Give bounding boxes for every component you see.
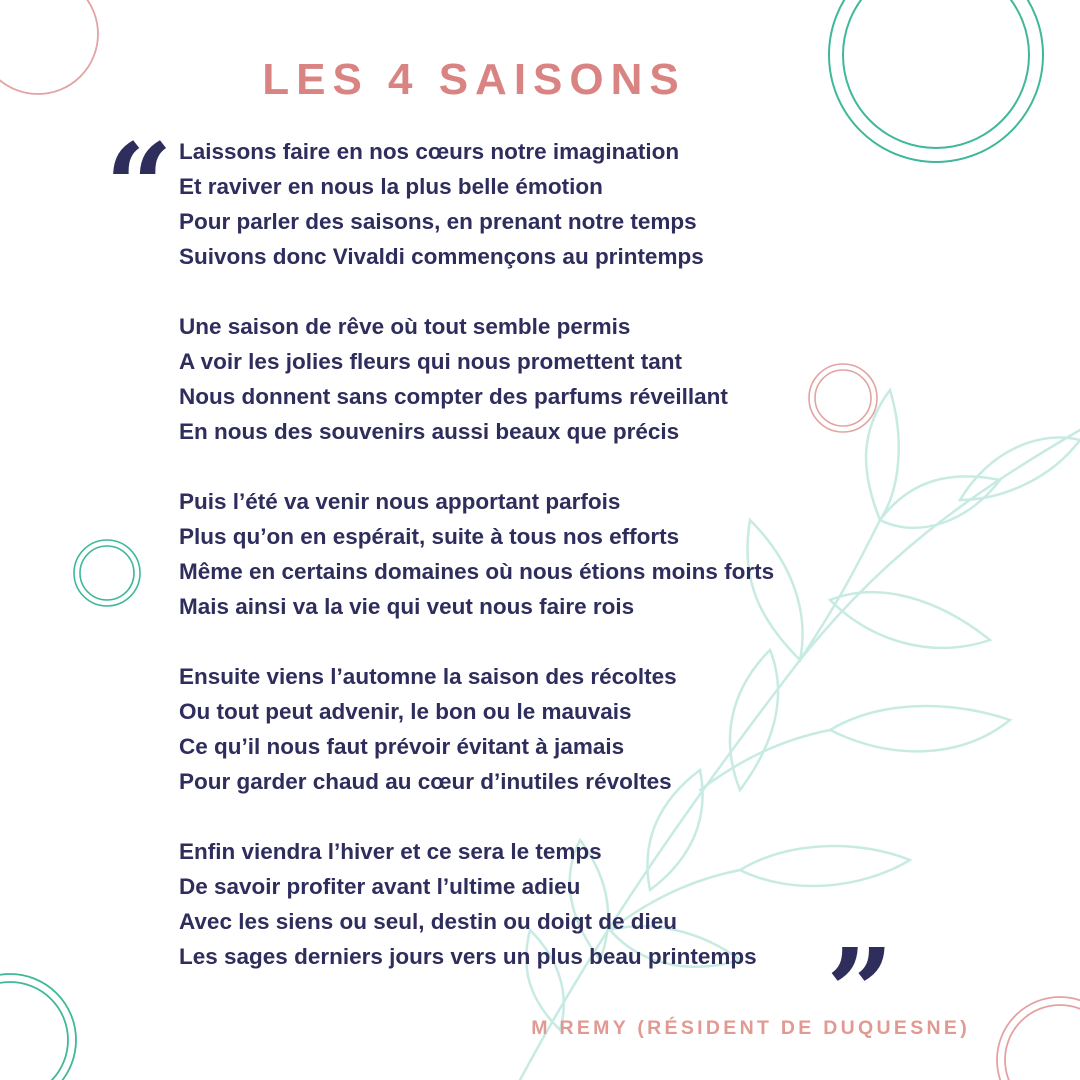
poem-line: Et raviver en nous la plus belle émotion — [179, 174, 603, 199]
poem-line: Suivons donc Vivaldi commençons au printemps — [179, 244, 704, 269]
poem-line: Ou tout peut advenir, le bon ou le mauvais — [179, 699, 632, 724]
poem-line: Ce qu’il nous faut prévoir évitant à jamais — [179, 734, 625, 759]
opening-quote-icon: “ — [105, 117, 173, 256]
poem-line: Pour garder chaud au cœur d’inutiles révoltes — [179, 769, 672, 794]
poem-stanza — [179, 659, 859, 799]
poem-stanza — [179, 484, 859, 624]
poem-line: Enfin viendra l’hiver et ce sera le temps — [179, 839, 602, 864]
poem-stanza — [179, 309, 859, 449]
poem-title: LES 4 SAISONS — [262, 55, 686, 104]
poem-line: Même en certains domaines où nous étions moins forts — [179, 559, 775, 584]
poem-stanza — [179, 134, 859, 274]
poem-line: Une saison de rêve où tout semble permis — [179, 314, 631, 339]
poem-line: Ensuite viens l’automne la saison des récoltes — [179, 664, 677, 689]
poem-line: Laissons faire en nos cœurs notre imagination — [179, 139, 680, 164]
closing-quote-icon: ” — [826, 922, 894, 1061]
poem-line: Puis l’été va venir nous apportant parfois — [179, 489, 621, 514]
poem-line: A voir les jolies fleurs qui nous promettent tant — [179, 349, 682, 374]
poem-line: Nous donnent sans compter des parfums réveillant — [179, 384, 728, 409]
poem-author: M REMY (RÉSIDENT DE DUQUESNE) — [531, 1017, 970, 1039]
poem-line: Mais ainsi va la vie qui veut nous faire rois — [179, 594, 635, 619]
poem-line: De savoir profiter avant l’ultime adieu — [179, 874, 581, 899]
circle-decoration-bottom-left — [0, 974, 76, 1080]
circle-decoration-bottom-right — [997, 997, 1080, 1080]
poem-line: Les sages derniers jours vers un plus beau printemps — [179, 944, 757, 969]
poem-stanza — [179, 834, 859, 974]
poem-body — [179, 134, 859, 1009]
poem-line: En nous des souvenirs aussi beaux que précis — [179, 419, 680, 444]
circle-decoration-left-middle — [74, 540, 140, 606]
poem-line: Plus qu’on en espérait, suite à tous nos efforts — [179, 524, 680, 549]
poem-line: Pour parler des saisons, en prenant notre temps — [179, 209, 697, 234]
poem-line: Avec les siens ou seul, destin ou doigt de dieu — [179, 909, 678, 934]
